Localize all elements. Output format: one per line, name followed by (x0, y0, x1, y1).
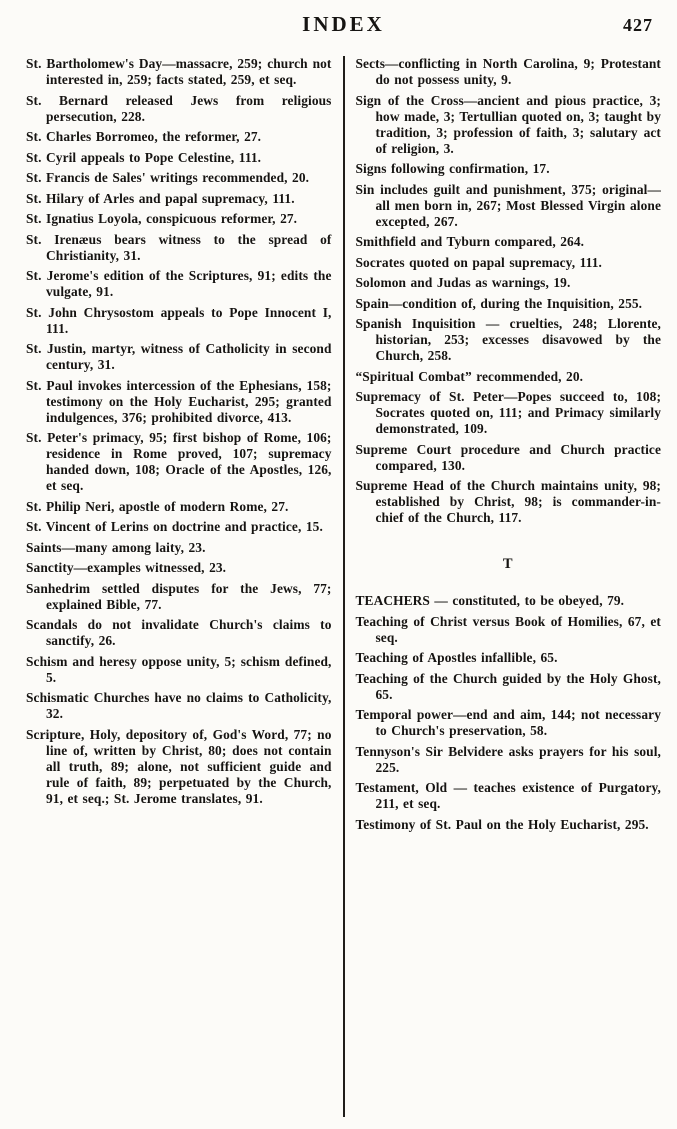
index-entry: Spain—condition of, during the Inquisition, 255. (355, 295, 643, 311)
index-entry: Sanctity—examples witnessed, 23. (26, 560, 227, 575)
index-entry: St. Jerome's edition of the Scriptures, 91; edits the vulgate, 91. (26, 268, 332, 299)
page-header (26, 12, 661, 46)
index-entry: St. Vincent of Lerins on doctrine and practice, 15. (26, 519, 323, 534)
index-entry: Socrates quoted on papal supremacy, 111. (355, 254, 602, 270)
index-entry: St. Charles Borromeo, the reformer, 27. (26, 129, 262, 144)
index-entry: Schism and heresy oppose unity, 5; schism defined, 5. (26, 653, 332, 685)
index-entry: Sects—conflicting in North Carolina, 9; Protestant do not possess unity, 9. (355, 56, 661, 87)
index-entry: St. Ignatius Loyola, conspicuous reformer, 27. (26, 211, 298, 226)
index-entry: St. Justin, martyr, witness of Catholicity in second century, 31. (26, 341, 332, 372)
index-entry: Smithfield and Tyburn compared, 264. (355, 234, 585, 249)
index-entry: Testament, Old — teaches existence of Purgatory, 211, et seq. (355, 780, 661, 811)
index-entry: Teaching of Apostles infallible, 65. (355, 650, 558, 665)
index-entry: Scandals do not invalidate Church's claims to sanctify, 26. (26, 617, 332, 648)
section-heading: T (502, 556, 514, 572)
index-entry: Supreme Court procedure and Church practice compared, 130. (355, 441, 661, 473)
index-entry: TEACHERS — constituted, to be obeyed, 79. (355, 593, 625, 608)
index-entry: Sin includes guilt and punishment, 375; original—all men born in, 267; Most Blessed Virgin alone excepted, 267. (355, 181, 661, 229)
index-entry: St. Francis de Sales' writings recommended, 20. (26, 170, 310, 185)
index-entry: St. Paul invokes intercession of the Ephesians, 158; testimony on the Holy Eucharist, 295; granted indulgences, 376; prohibited divorce, 413. (26, 377, 332, 425)
index-entry: St. Philip Neri, apostle of modern Rome, 27. (26, 498, 289, 514)
index-entry: St. Bartholomew's Day—massacre, 259; church not interested in, 259; facts stated, 259, et seq. (26, 56, 332, 87)
index-entry: St. Irenæus bears witness to the spread of Christianity, 31. (26, 231, 332, 263)
index-entry: St. John Chrysostom appeals to Pope Innocent I, 111. (26, 304, 332, 336)
page-number: 427 (623, 15, 653, 35)
page-title: INDEX (302, 12, 385, 36)
index-entry: Teaching of the Church guided by the Holy Ghost, 65. (355, 670, 661, 702)
index-entry: Supremacy of St. Peter—Popes succeed to, 108; Socrates quoted on, 111; and Primacy similarly demonstrated, 109. (355, 389, 661, 436)
index-entry: Testimony of St. Paul on the Holy Eucharist, 295. (355, 816, 649, 832)
index-entry: Spanish Inquisition — cruelties, 248; Llorente, historian, 253; excesses disavowed by the Church, 258. (355, 316, 661, 363)
index-columns (26, 56, 661, 1117)
index-entry: “Spiritual Combat” recommended, 20. (355, 368, 584, 384)
index-entry: Schismatic Churches have no claims to Catholicity, 32. (26, 690, 332, 721)
index-entry: St. Cyril appeals to Pope Celestine, 111. (26, 149, 262, 165)
index-entry: St. Bernard released Jews from religious persecution, 228. (26, 92, 332, 124)
index-entry: St. Hilary of Arles and papal supremacy, 111. (26, 190, 295, 206)
index-entry: Temporal power—end and aim, 144; not necessary to Church's preservation, 58. (355, 707, 661, 738)
index-entry: Scripture, Holy, depository of, God's Word, 77; no line of, written by Christ, 80; does not contain all truth, 89; alone, not sufficient guide and rule of faith, 89; perpetuated by the Church, 91, et seq.; St. Jerome translates, 91. (26, 726, 332, 806)
index-entry: Supreme Head of the Church maintains unity, 98; established by Christ, 98; is commander-in-chief of the Church, 117. (355, 478, 661, 525)
index-entry: Signs following confirmation, 17. (355, 161, 550, 176)
index-entry: Solomon and Judas as warnings, 19. (355, 275, 571, 290)
index-entry: Teaching of Christ versus Book of Homilies, 67, et seq. (355, 613, 661, 645)
index-entry: Sanhedrim settled disputes for the Jews, 77; explained Bible, 77. (26, 580, 332, 612)
right-column (356, 56, 662, 1117)
index-entry: St. Peter's primacy, 95; first bishop of Rome, 106; residence in Rome proved, 107; supremacy handed down, 108; Oracle of the Apostles, 126, et seq. (26, 430, 332, 493)
index-entry: Saints—many among laity, 23. (26, 539, 206, 555)
index-entry: Sign of the Cross—ancient and pious practice, 3; how made, 3; Tertullian quoted on, 3; taught by tradition, 3; profession of faith, 3; salutary act of religion, 3. (355, 92, 661, 156)
left-column (26, 56, 332, 1117)
column-divider (343, 56, 345, 1117)
index-entry: Tennyson's Sir Belvidere asks prayers for his soul, 225. (355, 743, 661, 775)
